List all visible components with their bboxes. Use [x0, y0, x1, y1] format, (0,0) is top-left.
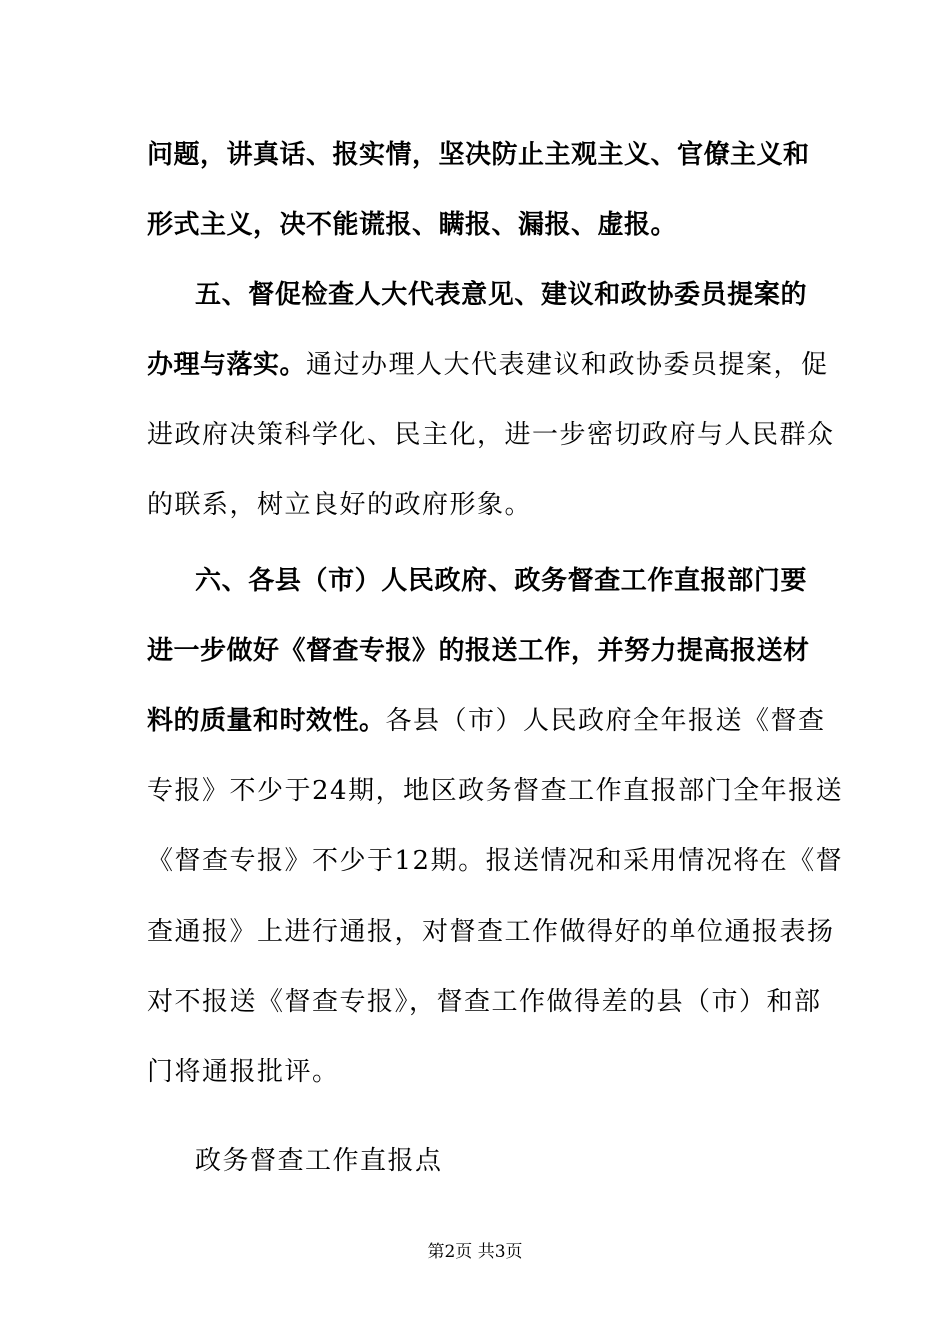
- text-segment: 各县（市）人民政府全年报送《督查: [385, 706, 826, 736]
- text-segment: 专报》不少于24期，地区政务督查工作直报部门全年报送: [147, 776, 844, 806]
- bold-text-segment: 六、各县（市）人民政府、政务督查工作直报部门要: [195, 566, 807, 596]
- text-line: [147, 986, 822, 1018]
- text-segment: 通过办理人大代表建议和政协委员提案，促: [306, 350, 829, 380]
- text-line: [147, 419, 835, 451]
- text-segment: 的联系，树立良好的政府形象。: [147, 490, 533, 520]
- text-segment: 对不报送《督查专报》，督查工作做得差的县（市）和部: [147, 987, 822, 1017]
- text-line: [147, 775, 844, 807]
- bold-text-segment: 办理与落实。: [147, 350, 307, 380]
- text-line: [195, 565, 807, 597]
- text-line: [147, 705, 826, 737]
- signature-line: 政务督查工作直报点: [195, 1146, 443, 1176]
- text-segment: 查通报》上进行通报，对督查工作做得好的单位通报表扬: [147, 917, 835, 947]
- bold-text-segment: 五、督促检查人大代表意见、建议和政协委员提案的: [195, 280, 807, 310]
- page-footer: 第2页 共3页: [427, 1242, 523, 1262]
- bold-text-segment: 形式主义，决不能谎报、瞒报、漏报、虚报。: [147, 210, 678, 240]
- text-segment: 门将通报批评。: [147, 1057, 340, 1087]
- text-segment: 《督查专报》不少于12期。报送情况和采用情况将在《督: [147, 846, 844, 876]
- bold-text-segment: 问题，讲真话、报实情，坚决防止主观主义、官僚主义和: [147, 140, 810, 170]
- text-segment: 进政府决策科学化、民主化，进一步密切政府与人民群众: [147, 420, 835, 450]
- text-line: [147, 349, 829, 381]
- text-line: [147, 209, 807, 241]
- bold-text-segment: 进一步做好《督查专报》的报送工作，并努力提高报送材: [147, 636, 810, 666]
- bold-text-segment: 料的质量和时效性。: [147, 706, 386, 736]
- text-line: [147, 635, 810, 667]
- text-line: [147, 489, 807, 521]
- text-line: [147, 139, 810, 171]
- text-line: [147, 845, 844, 877]
- text-line: [147, 916, 835, 948]
- text-line: [147, 1056, 807, 1088]
- text-line: [195, 279, 807, 311]
